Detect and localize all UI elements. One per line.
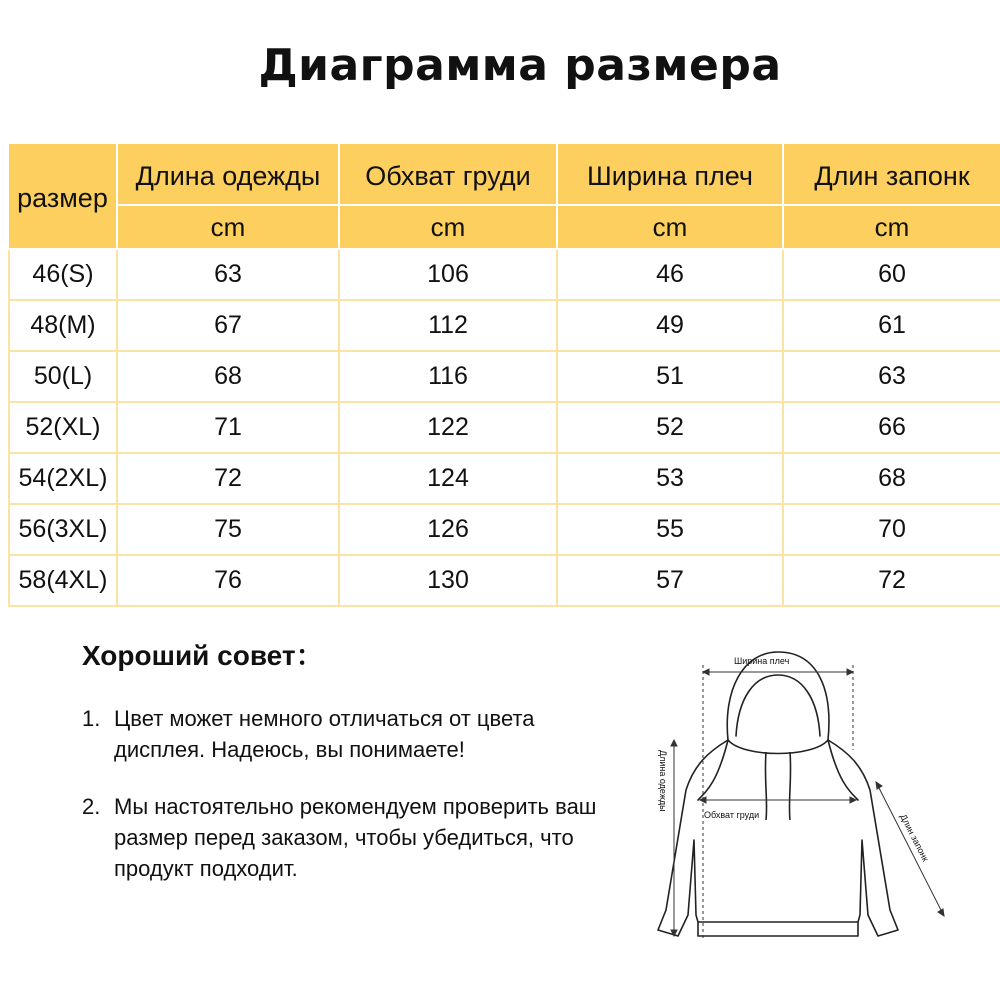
- list-number: 2.: [82, 794, 101, 819]
- chest-label: Обхват груди: [704, 810, 760, 820]
- table-cell: 55: [557, 504, 783, 555]
- table-row: [9, 300, 1000, 351]
- table-cell: 46: [557, 249, 783, 300]
- shoulder-width-label: Ширина плеч: [734, 656, 790, 666]
- table-cell: 49: [557, 300, 783, 351]
- table-cell: 63: [117, 249, 339, 300]
- column-header-sleeve: Длин запонк: [783, 144, 1000, 205]
- table-cell: 126: [339, 504, 557, 555]
- table-cell: 61: [783, 300, 1000, 351]
- column-header-shoulder: Ширина плеч: [557, 144, 783, 205]
- list-item: [82, 791, 622, 884]
- tip-text: Мы настоятельно рекомендуем проверить ваш размер перед заказом, чтобы убедиться, что продукт подходит.: [114, 794, 597, 881]
- size-cell: 46(S): [9, 249, 117, 300]
- unit-label: cm: [783, 205, 1000, 249]
- size-cell: 58(4XL): [9, 555, 117, 606]
- list-number: 1.: [82, 706, 101, 731]
- table-row: [9, 402, 1000, 453]
- size-cell: 54(2XL): [9, 453, 117, 504]
- table-cell: 67: [117, 300, 339, 351]
- size-cell: 48(M): [9, 300, 117, 351]
- table-cell: 63: [783, 351, 1000, 402]
- size-cell: 52(XL): [9, 402, 117, 453]
- table-cell: 51: [557, 351, 783, 402]
- list-item: [82, 703, 622, 765]
- table-cell: 112: [339, 300, 557, 351]
- table-row: [9, 249, 1000, 300]
- table-row: [9, 351, 1000, 402]
- table-cell: 72: [117, 453, 339, 504]
- size-column-header: размер: [9, 144, 117, 249]
- table-cell: 130: [339, 555, 557, 606]
- table-cell: 52: [557, 402, 783, 453]
- table-cell: 116: [339, 351, 557, 402]
- size-cell: 56(3XL): [9, 504, 117, 555]
- table-row: [9, 555, 1000, 606]
- table-cell: 66: [783, 402, 1000, 453]
- table-cell: 68: [117, 351, 339, 402]
- table-cell: 106: [339, 249, 557, 300]
- garment-length-label: Длина одежды: [658, 750, 668, 812]
- unit-label: cm: [339, 205, 557, 249]
- tips-list: [82, 703, 622, 910]
- unit-label: cm: [117, 205, 339, 249]
- size-cell: 50(L): [9, 351, 117, 402]
- table-row: [9, 453, 1000, 504]
- table-cell: 70: [783, 504, 1000, 555]
- table-row: [9, 504, 1000, 555]
- size-table: [8, 144, 1000, 607]
- unit-label: cm: [557, 205, 783, 249]
- column-header-chest: Обхват груди: [339, 144, 557, 205]
- table-cell: 122: [339, 402, 557, 453]
- table-cell: 71: [117, 402, 339, 453]
- table-cell: 72: [783, 555, 1000, 606]
- table-cell: 75: [117, 504, 339, 555]
- table-cell: 76: [117, 555, 339, 606]
- hoodie-body: [658, 740, 898, 936]
- page-title: Диаграмма размера: [258, 40, 782, 91]
- table-cell: 53: [557, 453, 783, 504]
- table-cell: 124: [339, 453, 557, 504]
- hoodie-measurement-diagram: [628, 640, 1000, 1000]
- tips-title: Хороший совет：: [82, 640, 324, 671]
- table-cell: 68: [783, 453, 1000, 504]
- column-header-length: Длина одежды: [117, 144, 339, 205]
- table-cell: 57: [557, 555, 783, 606]
- tip-text: Цвет может немного отличаться от цвета дисплея. Надеюсь, вы понимаете!: [114, 706, 535, 762]
- table-cell: 60: [783, 249, 1000, 300]
- sleeve-length-label: Длин запонк: [898, 812, 931, 864]
